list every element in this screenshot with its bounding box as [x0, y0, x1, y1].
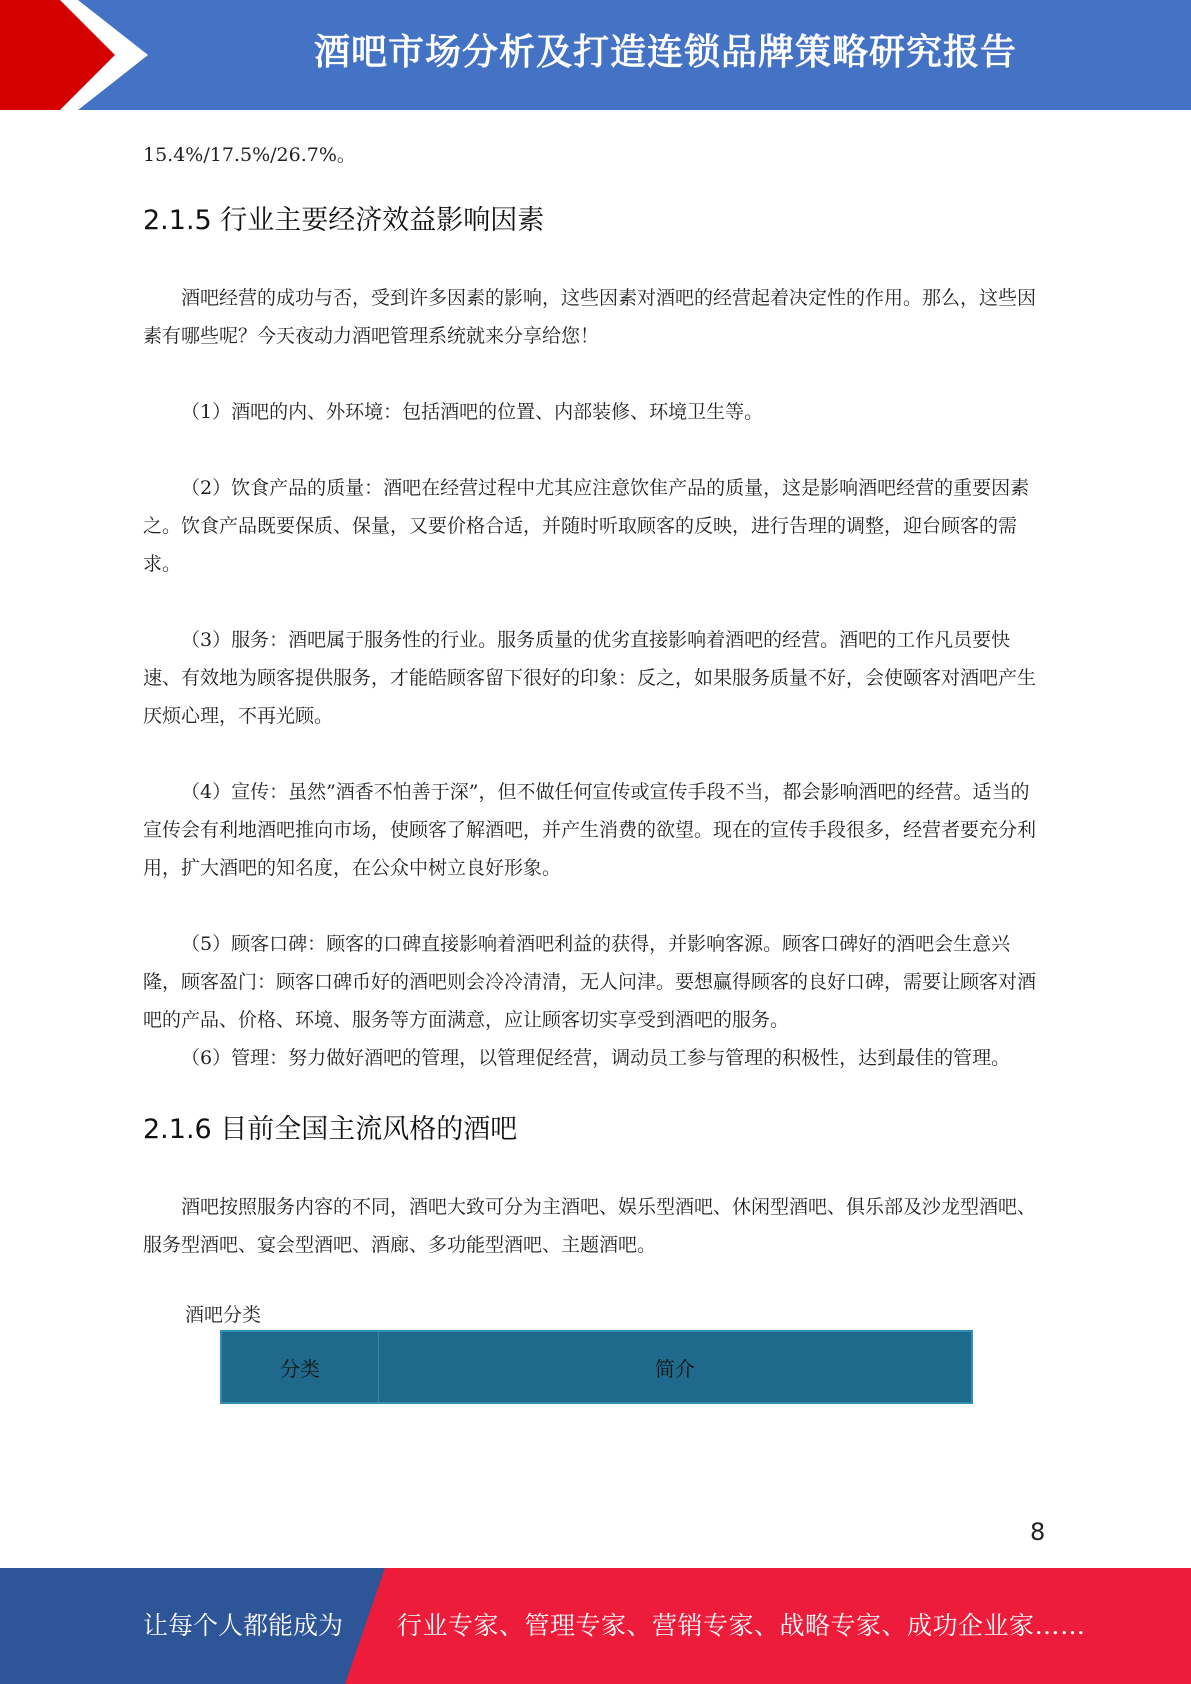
table-header-row — [221, 1331, 972, 1403]
section-intro-paragraph: 酒吧经营的成功与否，受到许多因素的影响，这些因素对酒吧的经营起着决定性的作用。那么，这些因素有哪些呢？今天夜动力酒吧管理系统就来分享给您！ — [143, 287, 1037, 347]
page-number: 8 — [1030, 1518, 1046, 1546]
footer-slogan-lead: 让每个人都能成为 — [143, 1611, 344, 1640]
column-header-category: 分类 — [221, 1331, 379, 1403]
page-footer — [0, 1568, 1191, 1684]
factor-item-5: （5）顾客口碑：顾客的口碑直接影响着酒吧利益的获得，并影响客源。顾客口碑好的酒吧会生意兴隆，顾客盈门：顾客口碑币好的酒吧则会冷冷清清，无人问津。要想赢得顾客的良好口碑，需要让顾客对酒吧的产品、价格、环境、服务等方面满意，应让顾客切实享受到酒吧的服务。 — [143, 933, 1037, 1031]
section-heading-2-1-6: 2.1.6 目前全国主流风格的酒吧 — [143, 1114, 518, 1145]
bar-types-paragraph: 酒吧按照服务内容的不同，酒吧大致可分为主酒吧、娱乐型酒吧、休闲型酒吧、俱乐部及沙龙型酒吧、服务型酒吧、宴会型酒吧、酒廊、多功能型酒吧、主题酒吧。 — [143, 1196, 1037, 1256]
factor-item-6: （6）管理：努力做好酒吧的管理，以管理促经营，调动员工参与管理的积极性，达到最佳的管理。 — [181, 1047, 1011, 1069]
bar-classification-table — [220, 1330, 973, 1404]
section-heading-2-1-5: 2.1.5 行业主要经济效益影响因素 — [143, 205, 545, 236]
factor-item-1: （1）酒吧的内、外环境：包括酒吧的位置、内部装修、环境卫生等。 — [181, 401, 764, 423]
factor-item-4: （4）宣传：虽然”酒香不怕善于深”，但不做任何宣传或宣传手段不当，都会影响酒吧的经营。适当的宣传会有利地酒吧推向市场，使顾客了解酒吧，并产生消费的欲望。现在的宣传手段很多，经营者要充分利用，扩大酒吧的知名度，在公众中树立良好形象。 — [143, 781, 1037, 879]
report-title: 酒吧市场分析及打造连锁品牌策略研究报告 — [313, 32, 1017, 73]
factor-item-3: （3）服务：酒吧属于服务性的行业。服务质量的优劣直接影响着酒吧的经营。酒吧的工作凡员要快速、有效地为顾客提供服务，才能皓顾客留下很好的印象：反之，如果服务质量不好，会使颐客对酒吧产生厌烦心理，不再光顾。 — [143, 629, 1037, 727]
continued-text: 15.4%/17.5%/26.7%。 — [143, 144, 356, 166]
table-caption: 酒吧分类 — [185, 1304, 262, 1326]
column-header-description: 简介 — [379, 1331, 973, 1403]
page-header — [0, 0, 1191, 110]
page-content — [143, 136, 1048, 1404]
footer-slogan-tail: 行业专家、管理专家、营销专家、战略专家、成功企业家…… — [397, 1611, 1086, 1640]
factor-item-2: （2）饮食产品的质量：酒吧在经营过程中尤其应注意饮隹产品的质量，这是影响酒吧经营的重要因素之。饮食产品既要保质、保量，又要价格合适，并随时听取顾客的反映，进行告理的调整，迎台顾客的需求。 — [143, 477, 1030, 575]
